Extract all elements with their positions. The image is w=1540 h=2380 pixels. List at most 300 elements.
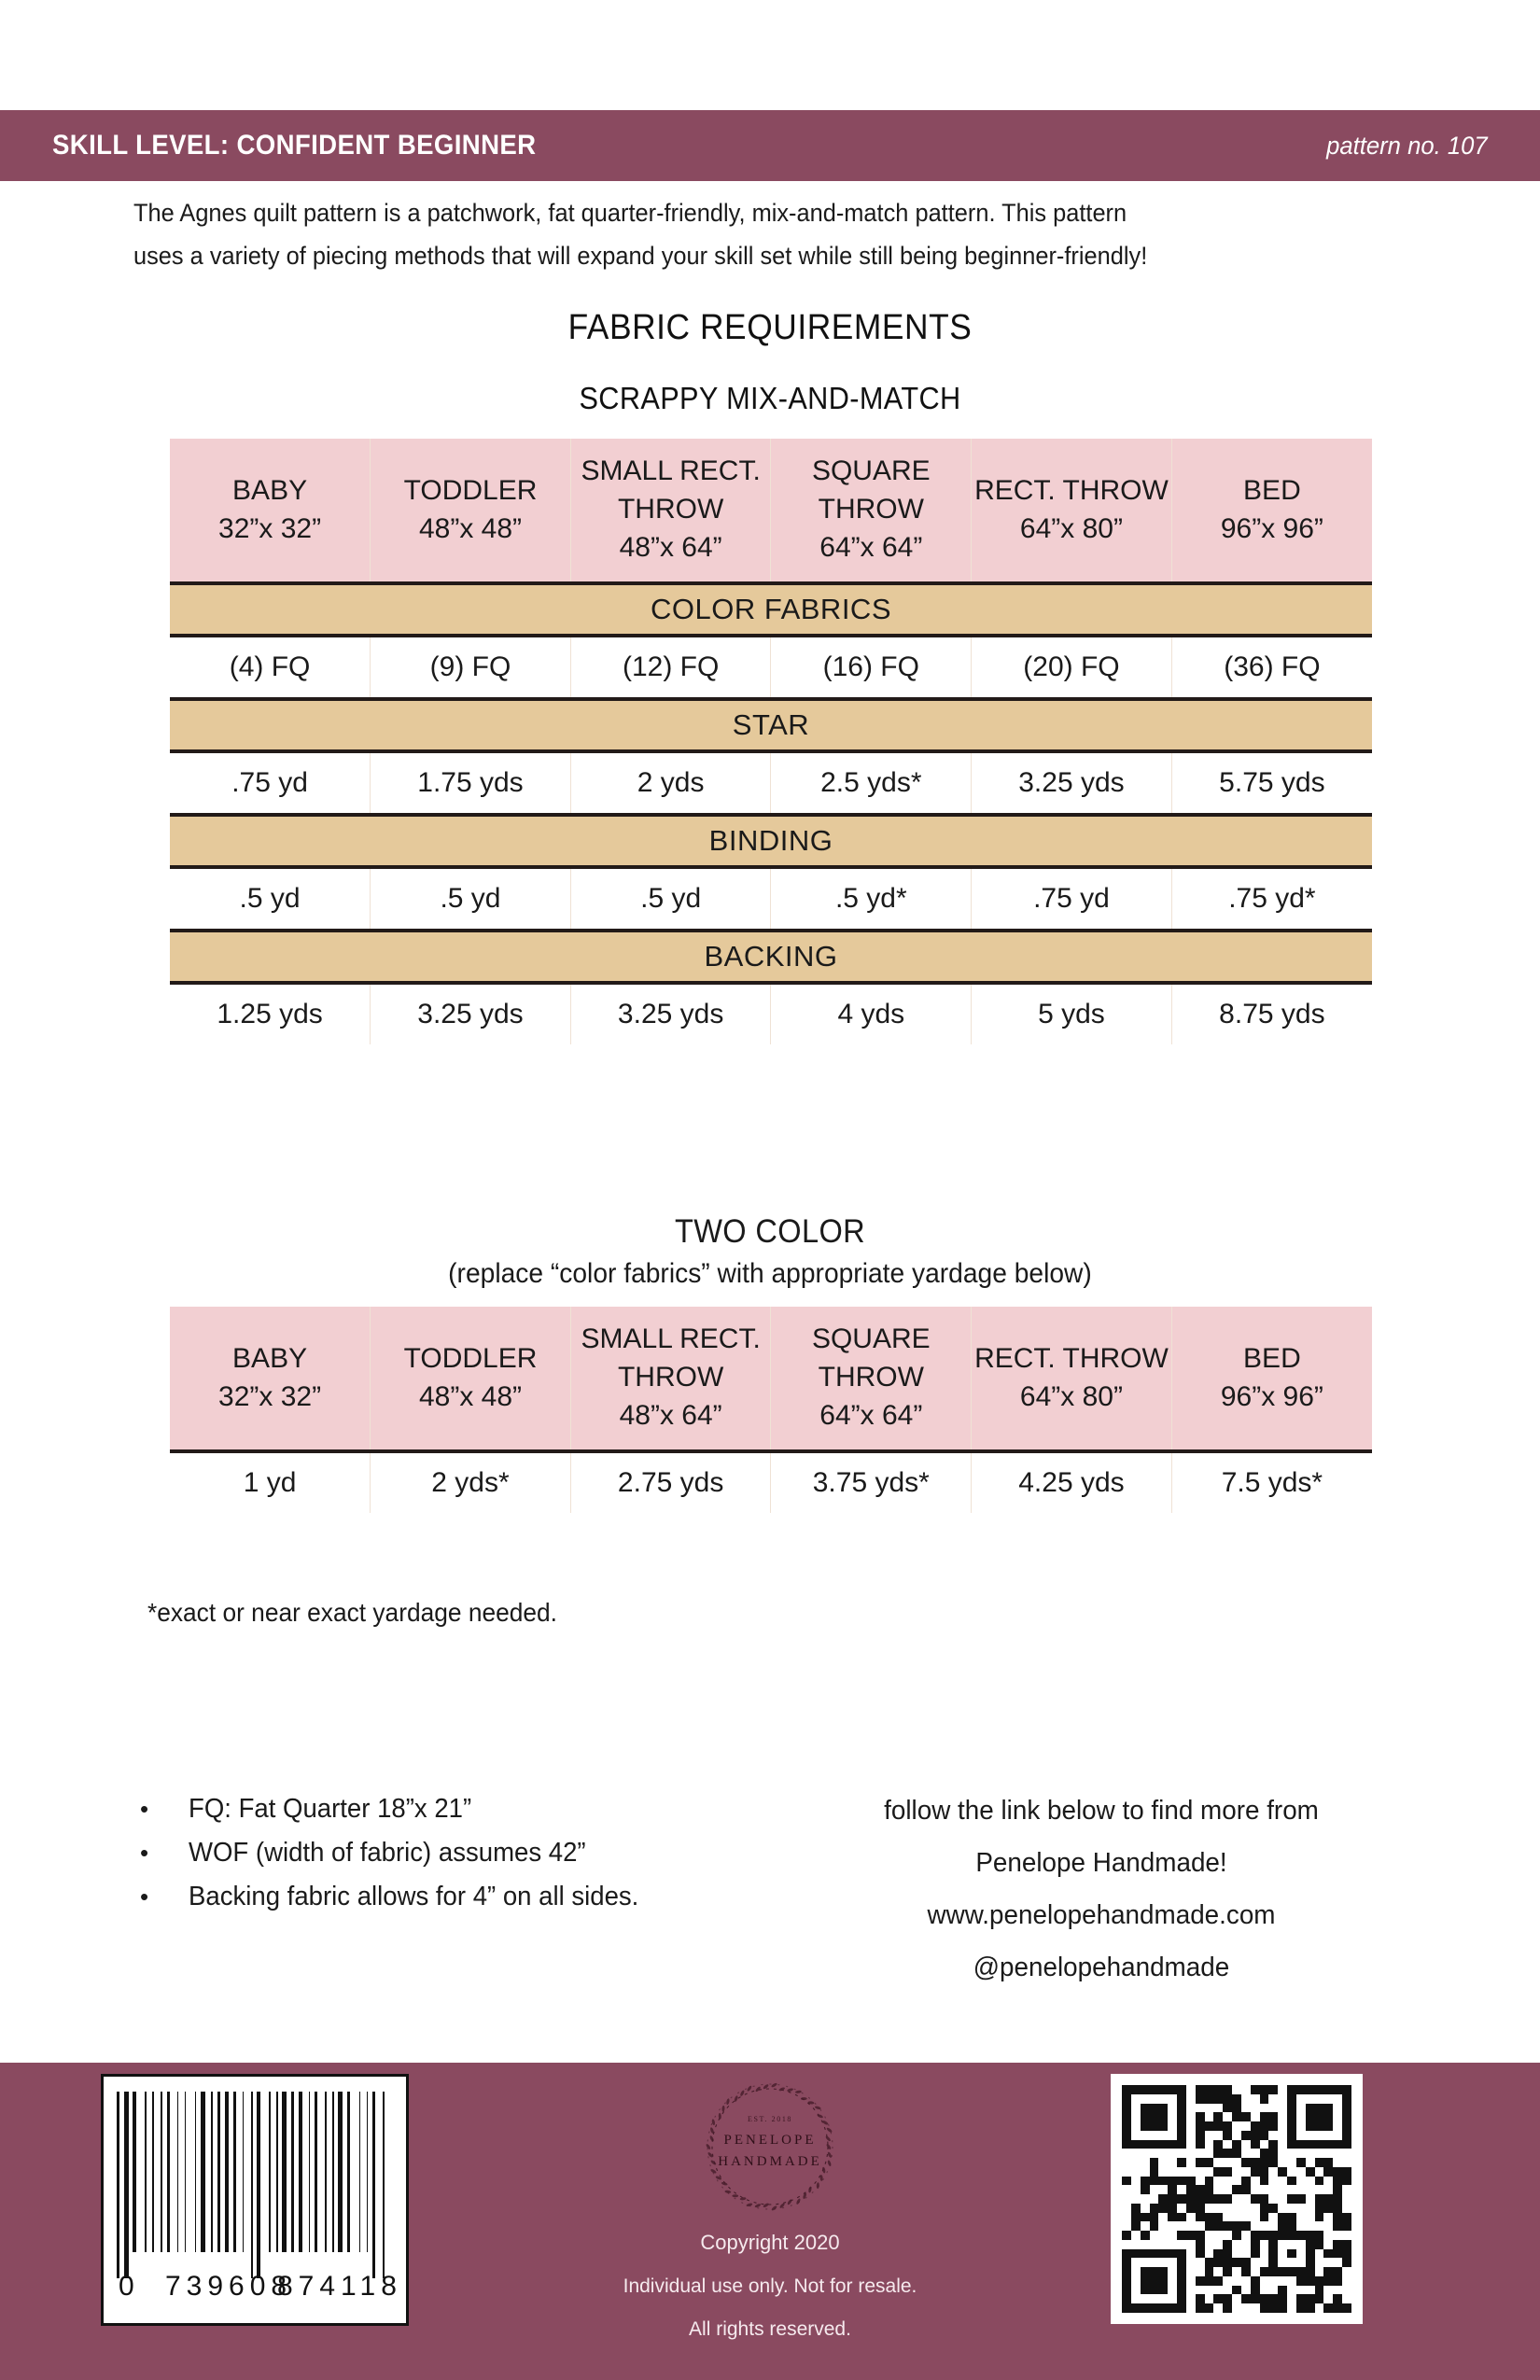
qr-module — [1296, 2294, 1306, 2303]
qr-module — [1177, 2249, 1186, 2259]
qr-module — [1278, 2294, 1287, 2303]
promo-instagram-handle[interactable]: @penelopehandmade — [973, 1953, 1230, 1982]
qr-module — [1158, 2249, 1168, 2259]
bullet-icon: • — [140, 1883, 149, 1911]
qr-module — [1122, 2149, 1131, 2158]
qr-module — [1268, 2177, 1278, 2186]
qr-module — [1158, 2204, 1168, 2213]
qr-module — [1196, 2158, 1205, 2167]
qr-module — [1205, 2167, 1214, 2177]
qr-module — [1122, 2249, 1131, 2259]
section-band-label: BINDING — [170, 815, 1372, 867]
qr-module — [1232, 2258, 1241, 2267]
qr-module — [1141, 2158, 1150, 2167]
promo-block — [775, 1785, 1428, 1994]
qr-module — [1241, 2177, 1251, 2186]
qr-module — [1213, 2121, 1223, 2131]
qr-module — [1323, 2104, 1333, 2113]
qr-module — [1131, 2167, 1141, 2177]
intro-paragraph — [133, 191, 1336, 277]
qr-module — [1141, 2149, 1150, 2158]
qr-module — [1168, 2085, 1177, 2094]
qr-module — [1223, 2231, 1232, 2240]
qr-module — [1186, 2131, 1196, 2140]
qr-module — [1150, 2149, 1159, 2158]
qr-module — [1241, 2240, 1251, 2249]
qr-module — [1315, 2204, 1324, 2213]
qr-module — [1278, 2131, 1287, 2140]
qr-module — [1131, 2094, 1141, 2104]
qr-module — [1186, 2303, 1196, 2313]
qr-module — [1158, 2121, 1168, 2131]
qr-module — [1333, 2085, 1342, 2094]
qr-module — [1196, 2249, 1205, 2259]
qr-module — [1158, 2140, 1168, 2149]
qr-module — [1196, 2286, 1205, 2295]
qr-module — [1168, 2131, 1177, 2140]
qr-module — [1251, 2213, 1260, 2222]
barcode-bar — [367, 2092, 369, 2252]
qr-module — [1205, 2112, 1214, 2121]
qr-module — [1268, 2185, 1278, 2194]
logo-name-line2: HANDMADE — [718, 2154, 822, 2169]
qr-module — [1186, 2104, 1196, 2113]
qr-module — [1141, 2167, 1150, 2177]
qr-module — [1141, 2276, 1150, 2286]
qr-module — [1306, 2149, 1315, 2158]
qr-module — [1196, 2303, 1205, 2313]
size-header-cell — [972, 439, 1172, 583]
list-item-text: WOF (width of fabric) assumes 42” — [189, 1838, 586, 1868]
size-dimensions: 48”x 64” — [619, 1400, 722, 1431]
qr-module — [1131, 2213, 1141, 2222]
qr-module — [1251, 2231, 1260, 2240]
qr-module — [1168, 2112, 1177, 2121]
qr-module — [1213, 2158, 1223, 2167]
barcode-bar — [145, 2092, 147, 2252]
qr-module — [1168, 2286, 1177, 2295]
qr-module — [1232, 2221, 1241, 2231]
size-name: RECT. THROW — [974, 474, 1169, 506]
qr-module — [1158, 2185, 1168, 2194]
qr-module — [1158, 2231, 1168, 2240]
qr-module — [1122, 2167, 1131, 2177]
list-item-text: Backing fabric allows for 4” on all sides. — [189, 1882, 639, 1911]
qr-module — [1177, 2140, 1186, 2149]
skill-level-banner — [0, 110, 1540, 181]
qr-module — [1223, 2204, 1232, 2213]
qr-module — [1333, 2276, 1342, 2286]
qr-module — [1223, 2085, 1232, 2094]
size-name: SQUARE THROW — [811, 1323, 931, 1393]
section-band-row — [170, 931, 1372, 983]
yardage-cell: (20) FQ — [972, 636, 1172, 699]
qr-module — [1223, 2240, 1232, 2249]
barcode-bar — [325, 2092, 327, 2252]
qr-module — [1205, 2240, 1214, 2249]
qr-module — [1306, 2240, 1315, 2249]
qr-module — [1168, 2294, 1177, 2303]
qr-module — [1342, 2276, 1351, 2286]
qr-module — [1223, 2294, 1232, 2303]
qr-module — [1141, 2267, 1150, 2276]
qr-module — [1260, 2213, 1269, 2222]
qr-module — [1150, 2131, 1159, 2140]
qr-module — [1296, 2221, 1306, 2231]
yardage-cell: 1.75 yds — [371, 751, 571, 815]
qr-module — [1205, 2213, 1214, 2222]
qr-module — [1306, 2185, 1315, 2194]
qr-module — [1223, 2140, 1232, 2149]
qr-module — [1232, 2294, 1241, 2303]
size-header-cell — [170, 1307, 371, 1451]
qr-module — [1306, 2221, 1315, 2231]
qr-module — [1342, 2094, 1351, 2104]
yardage-cell: 7.5 yds* — [1171, 1451, 1372, 1513]
qr-module — [1186, 2185, 1196, 2194]
qr-module — [1232, 2149, 1241, 2158]
qr-module — [1251, 2185, 1260, 2194]
qr-module — [1315, 2094, 1324, 2104]
qr-module — [1141, 2204, 1150, 2213]
qr-module — [1342, 2185, 1351, 2194]
yardage-cell: 3.25 yds — [570, 983, 771, 1044]
barcode-bar — [269, 2092, 271, 2252]
qr-module — [1213, 2213, 1223, 2222]
qr-module — [1131, 2149, 1141, 2158]
notes-bullet-list — [140, 1787, 737, 1919]
qr-module — [1223, 2167, 1232, 2177]
qr-module — [1196, 2177, 1205, 2186]
qr-module — [1241, 2167, 1251, 2177]
qr-module — [1168, 2167, 1177, 2177]
qr-module — [1260, 2140, 1269, 2149]
qr-module — [1168, 2104, 1177, 2113]
intro-line-1: The Agnes quilt pattern is a patchwork, fat quarter-friendly, mix-and-match pattern. This pattern — [133, 199, 1127, 227]
qr-module — [1158, 2167, 1168, 2177]
yardage-cell: 2 yds* — [371, 1451, 571, 1513]
qr-module — [1342, 2286, 1351, 2295]
qr-module — [1177, 2131, 1186, 2140]
qr-module — [1241, 2158, 1251, 2167]
barcode-bar — [315, 2092, 317, 2252]
qr-module — [1213, 2249, 1223, 2259]
qr-module — [1232, 2094, 1241, 2104]
yardage-cell: 1.25 yds — [170, 983, 371, 1044]
qr-code[interactable] — [1111, 2074, 1363, 2324]
qr-module — [1223, 2213, 1232, 2222]
qr-module — [1333, 2158, 1342, 2167]
qr-module — [1278, 2204, 1287, 2213]
section-band-label: BACKING — [170, 931, 1372, 983]
qr-module — [1122, 2194, 1131, 2204]
qr-module — [1260, 2286, 1269, 2295]
size-dimensions: 64”x 80” — [1019, 1380, 1123, 1412]
qr-module — [1131, 2258, 1141, 2267]
qr-module — [1333, 2194, 1342, 2204]
table-row — [170, 867, 1372, 931]
qr-module — [1223, 2149, 1232, 2158]
size-header-cell — [771, 1307, 972, 1451]
qr-module — [1223, 2221, 1232, 2231]
qr-module — [1342, 2194, 1351, 2204]
qr-module — [1306, 2303, 1315, 2313]
qr-module — [1223, 2276, 1232, 2286]
qr-module — [1268, 2104, 1278, 2113]
qr-module — [1196, 2094, 1205, 2104]
qr-module — [1223, 2194, 1232, 2204]
qr-module — [1333, 2204, 1342, 2213]
qr-module — [1150, 2185, 1159, 2194]
qr-module — [1186, 2149, 1196, 2158]
qr-module — [1177, 2294, 1186, 2303]
qr-module — [1232, 2158, 1241, 2167]
qr-module — [1205, 2204, 1214, 2213]
size-dimensions: 64”x 64” — [819, 532, 923, 563]
qr-module — [1223, 2094, 1232, 2104]
qr-module — [1278, 2112, 1287, 2121]
qr-module — [1315, 2167, 1324, 2177]
qr-module — [1196, 2194, 1205, 2204]
qr-module — [1268, 2204, 1278, 2213]
qr-module — [1131, 2177, 1141, 2186]
size-dimensions: 32”x 32” — [218, 1380, 322, 1412]
qr-module — [1186, 2094, 1196, 2104]
qr-module — [1232, 2131, 1241, 2140]
qr-module — [1196, 2294, 1205, 2303]
qr-module — [1223, 2158, 1232, 2167]
qr-module — [1323, 2231, 1333, 2240]
qr-module — [1268, 2140, 1278, 2149]
promo-website-link[interactable]: www.penelopehandmade.com — [927, 1900, 1276, 1930]
qr-module — [1260, 2276, 1269, 2286]
qr-module — [1342, 2149, 1351, 2158]
qr-module — [1168, 2121, 1177, 2131]
qr-module — [1150, 2177, 1159, 2186]
qr-module — [1306, 2094, 1315, 2104]
qr-module — [1177, 2286, 1186, 2295]
qr-module — [1333, 2177, 1342, 2186]
qr-module — [1251, 2286, 1260, 2295]
qr-module — [1150, 2267, 1159, 2276]
qr-module — [1141, 2140, 1150, 2149]
qr-module — [1205, 2294, 1214, 2303]
qr-module — [1268, 2258, 1278, 2267]
scrappy-subtitle: SCRAPPY MIX-AND-MATCH — [579, 381, 961, 415]
qr-module — [1131, 2140, 1141, 2149]
skill-level-label: SKILL LEVEL: CONFIDENT BEGINNER — [52, 130, 537, 161]
qr-module — [1122, 2177, 1131, 2186]
qr-module — [1131, 2276, 1141, 2286]
qr-module — [1287, 2276, 1296, 2286]
qr-module — [1342, 2140, 1351, 2149]
qr-module — [1141, 2194, 1150, 2204]
yardage-footnote: *exact or near exact yardage needed. — [147, 1598, 557, 1627]
qr-module — [1287, 2294, 1296, 2303]
qr-module — [1287, 2149, 1296, 2158]
qr-module — [1131, 2204, 1141, 2213]
yardage-cell: 5.75 yds — [1171, 751, 1372, 815]
qr-module — [1223, 2121, 1232, 2131]
qr-module — [1251, 2249, 1260, 2259]
logo-wreath-icon — [691, 2067, 849, 2226]
qr-module — [1260, 2204, 1269, 2213]
qr-module — [1268, 2213, 1278, 2222]
qr-module — [1315, 2258, 1324, 2267]
qr-module — [1150, 2085, 1159, 2094]
qr-module — [1251, 2303, 1260, 2313]
qr-module — [1342, 2303, 1351, 2313]
qr-module — [1158, 2294, 1168, 2303]
qr-module — [1333, 2112, 1342, 2121]
qr-module — [1150, 2140, 1159, 2149]
qr-module — [1141, 2249, 1150, 2259]
qr-module — [1333, 2121, 1342, 2131]
qr-module — [1323, 2131, 1333, 2140]
qr-module — [1296, 2167, 1306, 2177]
qr-module — [1232, 2276, 1241, 2286]
qr-module — [1323, 2167, 1333, 2177]
qr-module — [1260, 2231, 1269, 2240]
qr-module — [1150, 2240, 1159, 2249]
qr-module — [1205, 2303, 1214, 2313]
qr-module — [1186, 2240, 1196, 2249]
qr-module — [1150, 2158, 1159, 2167]
page-title: FABRIC REQUIREMENTS — [567, 308, 973, 347]
qr-module — [1241, 2303, 1251, 2313]
qr-module — [1150, 2104, 1159, 2113]
size-dimensions: 64”x 80” — [1019, 512, 1123, 544]
qr-module — [1323, 2294, 1333, 2303]
qr-module — [1306, 2167, 1315, 2177]
qr-module — [1333, 2231, 1342, 2240]
qr-module — [1315, 2294, 1324, 2303]
qr-module — [1141, 2240, 1150, 2249]
yardage-cell: 1 yd — [170, 1451, 371, 1513]
qr-module — [1268, 2167, 1278, 2177]
qr-module — [1260, 2085, 1269, 2094]
qr-module — [1333, 2303, 1342, 2313]
qr-module — [1150, 2231, 1159, 2240]
section-band-row — [170, 583, 1372, 636]
qr-module — [1131, 2112, 1141, 2121]
qr-module — [1205, 2194, 1214, 2204]
qr-module — [1122, 2094, 1131, 2104]
qr-module — [1186, 2158, 1196, 2167]
qr-module — [1251, 2158, 1260, 2167]
barcode-bar — [257, 2092, 259, 2278]
qr-module — [1268, 2267, 1278, 2276]
qr-module — [1315, 2303, 1324, 2313]
barcode-bar — [217, 2092, 220, 2252]
qr-module — [1287, 2104, 1296, 2113]
qr-module — [1141, 2104, 1150, 2113]
qr-module — [1333, 2286, 1342, 2295]
qr-module — [1251, 2149, 1260, 2158]
qr-module — [1278, 2194, 1287, 2204]
qr-module — [1168, 2149, 1177, 2158]
qr-module — [1315, 2276, 1324, 2286]
qr-module — [1306, 2140, 1315, 2149]
barcode-bar — [338, 2092, 343, 2252]
qr-module — [1158, 2158, 1168, 2167]
qr-module — [1158, 2177, 1168, 2186]
qr-module — [1168, 2240, 1177, 2249]
qr-module — [1196, 2112, 1205, 2121]
yardage-cell: 3.75 yds* — [771, 1451, 972, 1513]
qr-module — [1333, 2249, 1342, 2259]
qr-module — [1141, 2294, 1150, 2303]
qr-module — [1205, 2267, 1214, 2276]
qr-module — [1268, 2240, 1278, 2249]
qr-module — [1205, 2085, 1214, 2094]
qr-module — [1306, 2158, 1315, 2167]
qr-module — [1333, 2267, 1342, 2276]
yardage-cell: (16) FQ — [771, 636, 972, 699]
qr-module — [1278, 2213, 1287, 2222]
table-row — [170, 983, 1372, 1044]
qr-module — [1177, 2185, 1186, 2194]
qr-module — [1177, 2149, 1186, 2158]
qr-module — [1268, 2149, 1278, 2158]
copyright-block — [490, 2231, 1050, 2341]
qr-module — [1232, 2112, 1241, 2121]
size-header-cell — [371, 439, 571, 583]
qr-module — [1186, 2258, 1196, 2267]
qr-module — [1323, 2158, 1333, 2167]
qr-module — [1260, 2177, 1269, 2186]
qr-module — [1196, 2104, 1205, 2113]
barcode-bar — [243, 2092, 245, 2252]
yardage-cell: .75 yd — [972, 867, 1172, 931]
qr-module — [1168, 2140, 1177, 2149]
qr-module — [1158, 2267, 1168, 2276]
size-name: RECT. THROW — [974, 1342, 1169, 1374]
qr-module — [1296, 2131, 1306, 2140]
qr-module — [1268, 2112, 1278, 2121]
qr-module — [1287, 2112, 1296, 2121]
qr-module — [1232, 2140, 1241, 2149]
qr-module — [1306, 2131, 1315, 2140]
size-header-cell — [972, 1307, 1172, 1451]
barcode-bar — [152, 2092, 154, 2252]
size-dimensions: 64”x 64” — [819, 1400, 923, 1431]
qr-module — [1158, 2286, 1168, 2295]
section-band-row — [170, 699, 1372, 751]
qr-module — [1241, 2104, 1251, 2113]
qr-module — [1287, 2303, 1296, 2313]
qr-module — [1323, 2194, 1333, 2204]
qr-module — [1122, 2221, 1131, 2231]
list-item — [140, 1787, 737, 1831]
pattern-number-label: pattern no. 107 — [1326, 131, 1488, 160]
qr-module — [1278, 2185, 1287, 2194]
qr-module — [1315, 2158, 1324, 2167]
qr-module — [1186, 2286, 1196, 2295]
qr-module — [1251, 2085, 1260, 2094]
qr-module — [1196, 2276, 1205, 2286]
qr-module — [1323, 2185, 1333, 2194]
barcode-bar — [251, 2092, 253, 2278]
qr-module — [1268, 2094, 1278, 2104]
qr-module — [1122, 2286, 1131, 2295]
qr-module — [1122, 2294, 1131, 2303]
qr-module — [1296, 2204, 1306, 2213]
qr-module — [1306, 2276, 1315, 2286]
qr-module — [1213, 2104, 1223, 2113]
qr-module — [1241, 2221, 1251, 2231]
intro-line-2: uses a variety of piecing methods that will expand your skill set while still being beginner-friendly! — [133, 242, 1148, 270]
